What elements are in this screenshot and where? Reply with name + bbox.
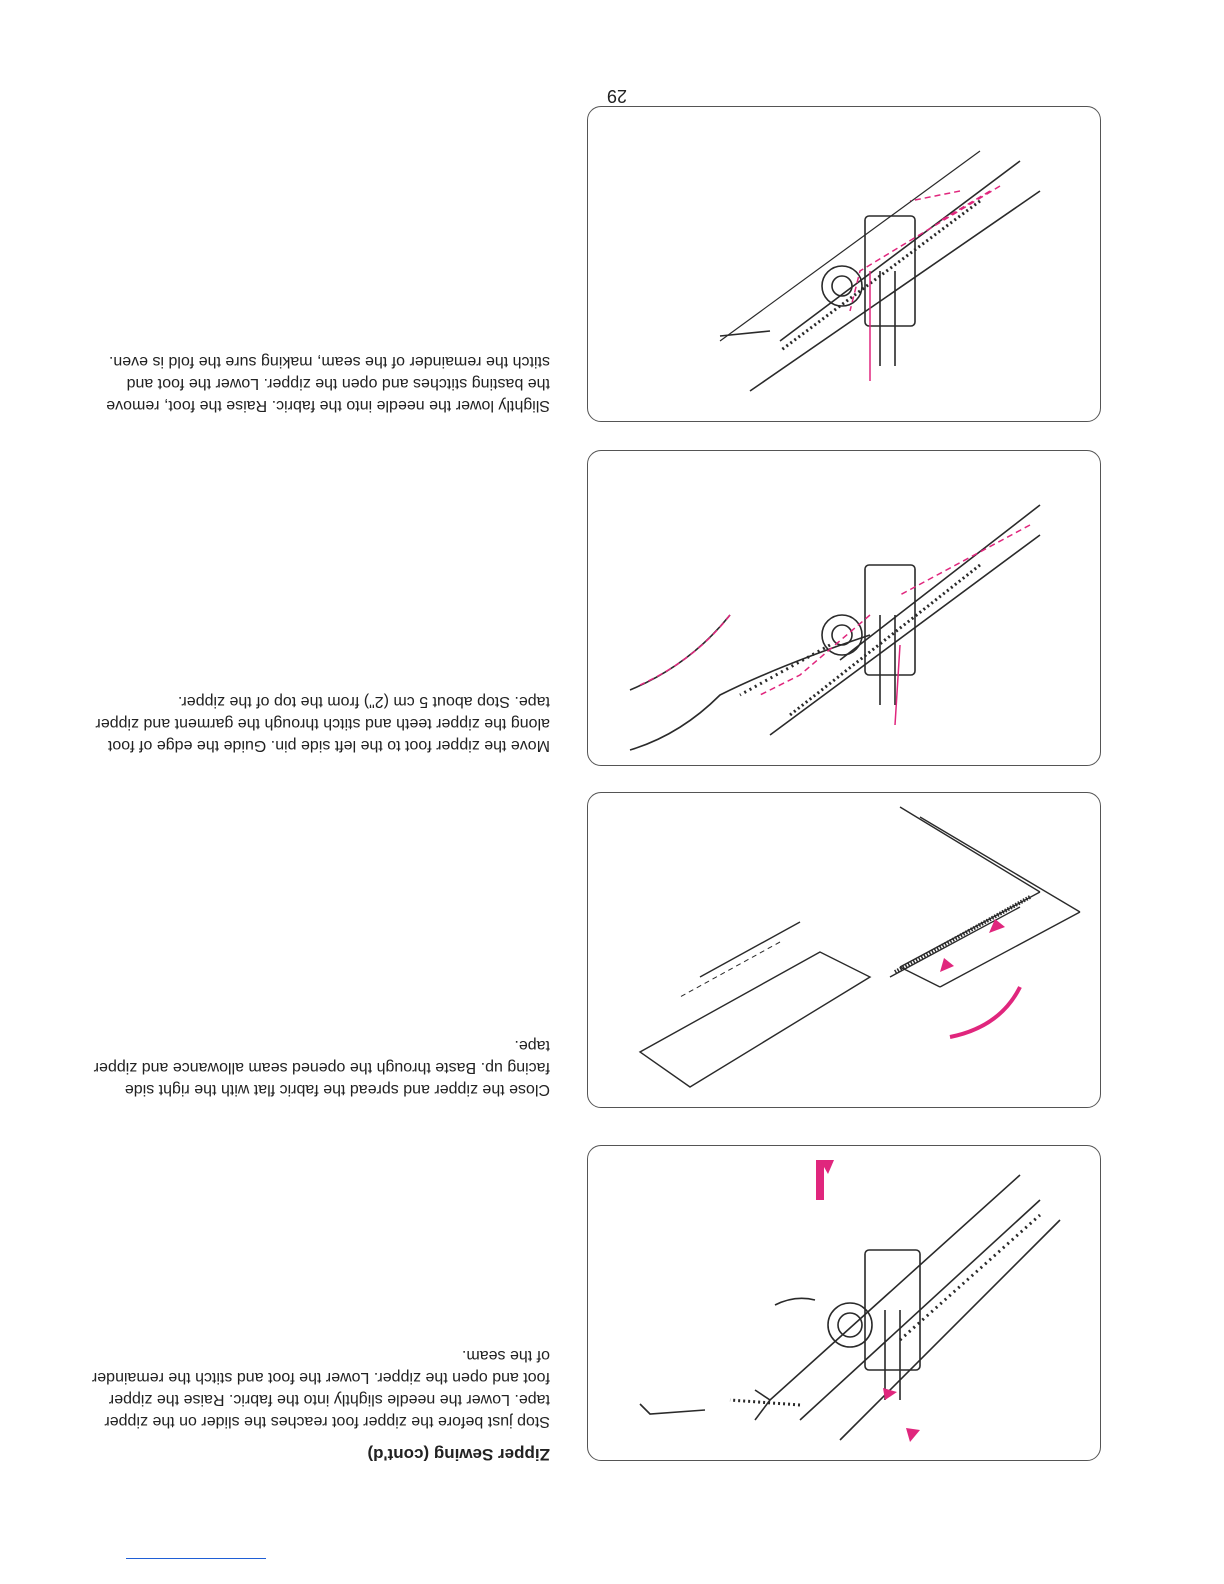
step-2-illustration <box>587 792 1101 1108</box>
basting-opened-seam-drawing <box>588 793 1100 1107</box>
step-3-illustration <box>587 450 1101 766</box>
step-1-text: Stop just before the zipper foot reaches the slider on the zipper tape. Lower the needle slightly into the fabric. Raise the zipper foot and open the zipper. Lower the foot and stitch the remainder of the seam. <box>91 1347 550 1430</box>
step-1-illustration <box>587 1145 1101 1461</box>
step-4-illustration <box>587 106 1101 422</box>
step-4-text: Slightly lower the needle into the fabric. Raise the foot, remove the basting stitches and open the zipper. Lower the foot and stitch the remainder of the seam, making sure the fold is even. <box>106 353 550 414</box>
section-title: Zipper Sewing (cont'd) <box>367 1445 550 1464</box>
footer-rule <box>126 1558 266 1559</box>
stitching-left-side-drawing <box>588 451 1100 765</box>
finishing-seam-drawing <box>588 107 1100 421</box>
page-number: 29 <box>606 86 627 106</box>
step-3-text: Move the zipper foot to the left side pin. Guide the edge of foot along the zipper teeth and stitch through the garment and zipper tape. Stop about 5 cm (2") from the top of the zipper. <box>95 693 550 754</box>
step-2-text: Close the zipper and spread the fabric flat with the right side facing up. Baste through the opened seam allowance and zipper tape. <box>93 1037 550 1098</box>
presser-foot-near-slider-drawing <box>588 1146 1100 1460</box>
